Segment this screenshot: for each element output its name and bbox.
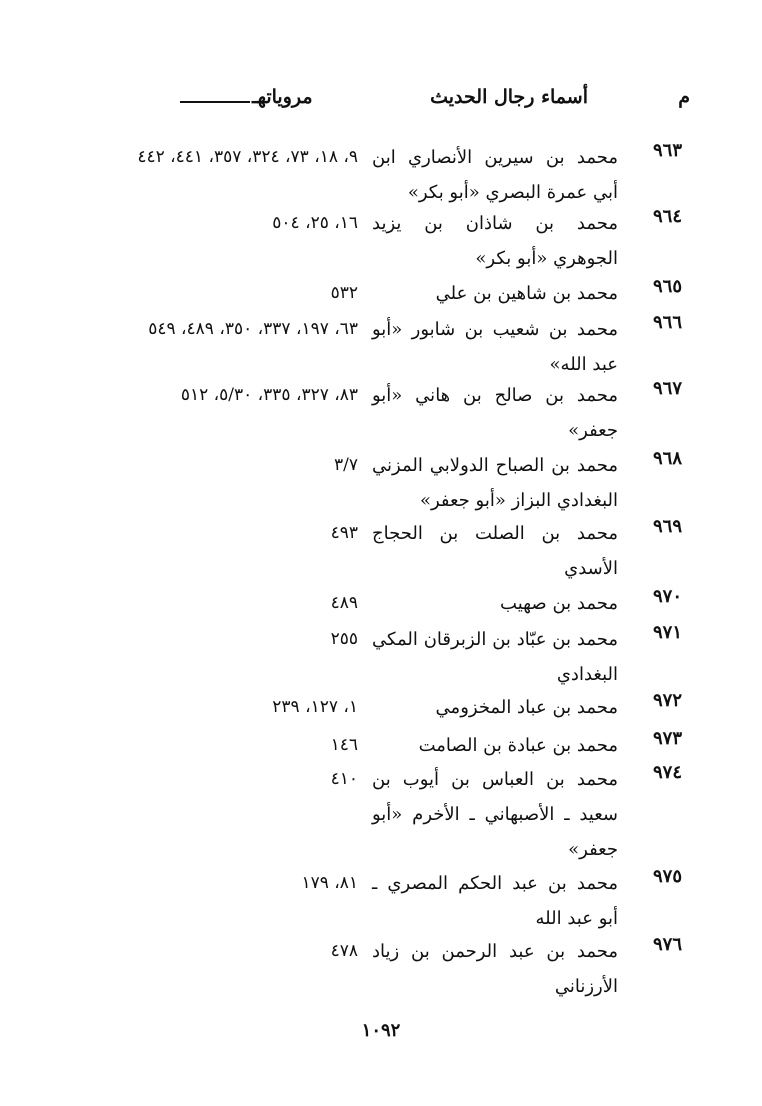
header-refs-label: مروياتهـ xyxy=(252,86,313,108)
entry-number: ٩٧١ xyxy=(652,622,682,643)
entry-number: ٩٦٣ xyxy=(652,140,682,161)
entry-refs: ١٤٦ xyxy=(330,735,358,755)
page-number: ١٠٩٢ xyxy=(361,1020,401,1041)
entry-number: ٩٦٥ xyxy=(652,276,682,297)
entry-name: محمد بن الصلت بن الحجاج الأسدي xyxy=(372,523,618,579)
entry-name: محمد بن عباد المخزومي xyxy=(435,697,618,718)
entry-number: ٩٧٤ xyxy=(652,762,682,783)
entry-refs: ٤٧٨ xyxy=(330,941,358,961)
entry-name: محمد بن شاذان بن يزيد الجوهري «أبو بكر» xyxy=(372,213,618,269)
entry-name: محمد بن سيرين الأنصاري ابن أبي عمرة البصري «أبو بكر» xyxy=(372,147,618,203)
header-number-column: م xyxy=(678,86,690,108)
entry-name: محمد بن الصباح الدولابي المزني البغدادي البزاز «أبو جعفر» xyxy=(372,455,618,511)
entry-refs: ٦٣، ١٩٧، ٣٣٧، ٣٥٠، ٤٨٩، ٥٤٩ xyxy=(148,319,358,339)
entry-refs: ٤٩٣ xyxy=(330,523,358,543)
entry-name: محمد بن عبّاد بن الزبرقان المكي البغدادي xyxy=(372,629,618,685)
entry-refs: ٨٣، ٣٢٧، ٣٣٥، ٥/٣٠، ٥١٢ xyxy=(180,385,358,405)
entry-name: محمد بن عبد الرحمن بن زياد الأرزناني xyxy=(372,941,618,997)
entry-number: ٩٧٦ xyxy=(652,934,682,955)
entry-refs: ٥٣٢ xyxy=(330,283,358,303)
header-names-column: أسماء رجال الحديث xyxy=(430,86,588,108)
entry-number: ٩٧٥ xyxy=(652,866,682,887)
entry-refs: ٨١، ١٧٩ xyxy=(301,873,358,893)
entry-name: محمد بن شعيب بن شابور «أبو عبد الله» xyxy=(372,319,618,375)
entry-number: ٩٦٨ xyxy=(652,448,682,469)
entry-refs: ٣/٧ xyxy=(334,455,358,475)
entry-number: ٩٦٩ xyxy=(652,516,682,537)
header-refs-column xyxy=(180,86,313,108)
entry-refs: ٢٥٥ xyxy=(330,629,358,649)
entry-number: ٩٦٤ xyxy=(652,206,682,227)
entry-name: محمد بن عبد الحكم المصري ـ أبو عبد الله xyxy=(372,873,618,929)
entry-number: ٩٦٦ xyxy=(652,312,682,333)
entry-number: ٩٧٣ xyxy=(652,728,682,749)
entry-name: محمد بن صهيب xyxy=(500,593,618,614)
entry-name: محمد بن العباس بن أيوب بن سعيد ـ الأصبهاني ـ الأخرم «أبو جعفر» xyxy=(372,769,618,860)
entry-refs: ١٦، ٢٥، ٥٠٤ xyxy=(272,213,358,233)
entry-name: محمد بن صالح بن هاني «أبو جعفر» xyxy=(372,385,618,441)
entry-refs: ٤٨٩ xyxy=(330,593,358,613)
entry-number: ٩٦٧ xyxy=(652,378,682,399)
header-refs-underline xyxy=(180,101,250,103)
entry-name: محمد بن شاهين بن علي xyxy=(435,283,618,304)
entry-name: محمد بن عبادة بن الصامت xyxy=(418,735,618,756)
entry-number: ٩٧٠ xyxy=(652,586,682,607)
entry-refs: ٩، ١٨، ٧٣، ٣٢٤، ٣٥٧، ٤٤١، ٤٤٢ xyxy=(137,147,358,167)
entry-refs: ١، ١٢٧، ٢٣٩ xyxy=(272,697,358,717)
entry-refs: ٤١٠ xyxy=(330,769,358,789)
entry-number: ٩٧٢ xyxy=(652,690,682,711)
